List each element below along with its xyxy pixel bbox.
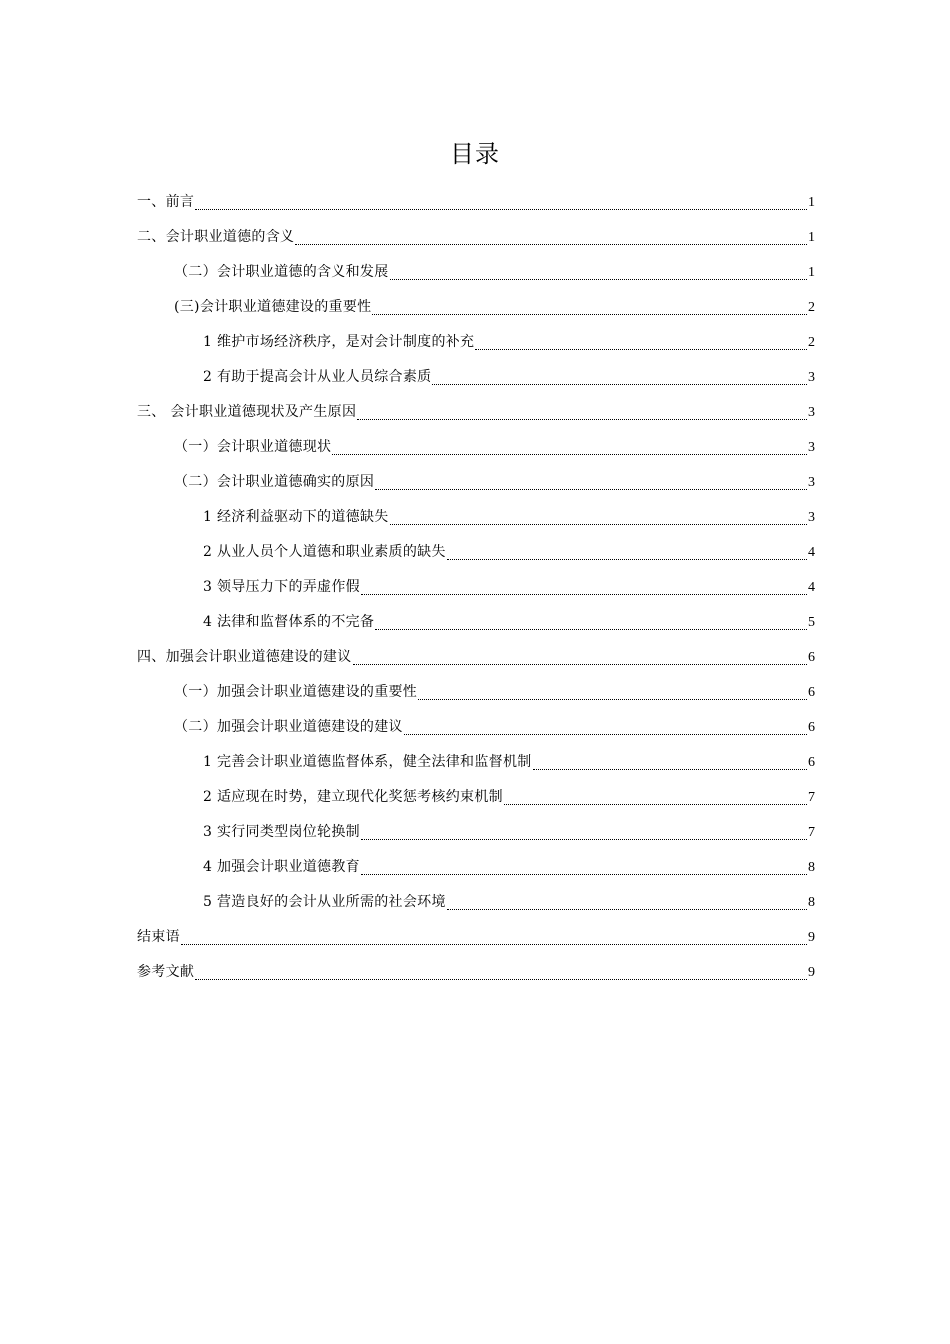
toc-entry-text: （二）会计职业道德确实的原因 — [174, 474, 375, 490]
toc-page-number: 7 — [808, 790, 815, 805]
toc-title: 目录 — [450, 140, 500, 168]
toc-entry[interactable] — [137, 780, 815, 815]
toc-dot-leader — [195, 979, 807, 980]
toc-entry-text: 2 适应现在时势，建立现代化奖惩考核约束机制 — [203, 789, 503, 805]
toc-page-number: 3 — [808, 510, 815, 525]
toc-dot-leader — [418, 699, 807, 700]
toc-dot-leader — [533, 769, 807, 770]
toc-dot-leader — [353, 664, 808, 665]
toc-entry-text: 参考文献 — [137, 964, 195, 980]
toc-page-number: 4 — [808, 545, 815, 560]
toc-entry[interactable] — [137, 920, 815, 955]
toc-entry[interactable] — [137, 395, 815, 430]
toc-dot-leader — [432, 384, 807, 385]
toc-page-number: 6 — [808, 685, 815, 700]
toc-entry[interactable] — [137, 220, 815, 255]
toc-entry[interactable] — [137, 955, 815, 990]
toc-page-number: 8 — [808, 895, 815, 910]
toc-entry[interactable] — [137, 500, 815, 535]
toc-dot-leader — [475, 349, 807, 350]
toc-entry[interactable] — [137, 535, 815, 570]
toc-page-number: 1 — [808, 230, 815, 245]
toc-page-number: 2 — [808, 300, 815, 315]
toc-dot-leader — [447, 909, 807, 910]
toc-dot-leader — [375, 489, 807, 490]
toc-entry-text: 1 完善会计职业道德监督体系，健全法律和监督机制 — [203, 754, 532, 770]
toc-entry[interactable] — [137, 325, 815, 360]
toc-entry[interactable] — [137, 290, 815, 325]
toc-entry-text: （一）会计职业道德现状 — [174, 439, 332, 455]
toc-entry-text: 2 有助于提高会计从业人员综合素质 — [203, 369, 432, 385]
toc-page-number: 5 — [808, 615, 815, 630]
toc-entry[interactable] — [137, 640, 815, 675]
toc-dot-leader — [361, 594, 807, 595]
toc-page-number: 3 — [808, 475, 815, 490]
toc-entry-text: 二、会计职业道德的含义 — [137, 229, 295, 245]
toc-dot-leader — [357, 419, 807, 420]
toc-entry-text: 2 从业人员个人道德和职业素质的缺失 — [203, 544, 446, 560]
toc-page-number: 9 — [808, 965, 815, 980]
toc-entry[interactable] — [137, 605, 815, 640]
toc-dot-leader — [181, 944, 807, 945]
toc-entry-text: 三、 会计职业道德现状及产生原因 — [137, 404, 357, 420]
toc-page-number: 6 — [808, 755, 815, 770]
toc-entry[interactable] — [137, 360, 815, 395]
toc-entry-text: (三)会计职业道德建设的重要性 — [174, 299, 372, 315]
toc-entry-text: 四、加强会计职业道德建设的建议 — [137, 649, 352, 665]
toc-page-number: 3 — [808, 405, 815, 420]
toc-page-number: 7 — [808, 825, 815, 840]
toc-page-number: 8 — [808, 860, 815, 875]
toc-page-number: 3 — [808, 440, 815, 455]
toc-page-number: 1 — [808, 195, 815, 210]
toc-entry[interactable] — [137, 465, 815, 500]
toc-dot-leader — [372, 314, 807, 315]
table-of-contents — [137, 185, 815, 990]
toc-entry[interactable] — [137, 185, 815, 220]
toc-dot-leader — [295, 244, 807, 245]
toc-entry[interactable] — [137, 815, 815, 850]
toc-entry[interactable] — [137, 675, 815, 710]
toc-entry[interactable] — [137, 850, 815, 885]
toc-entry-text: （二）会计职业道德的含义和发展 — [174, 264, 389, 280]
toc-dot-leader — [447, 559, 807, 560]
toc-entry[interactable] — [137, 885, 815, 920]
toc-dot-leader — [390, 524, 807, 525]
toc-entry[interactable] — [137, 710, 815, 745]
toc-dot-leader — [361, 874, 807, 875]
toc-entry-text: 5 营造良好的会计从业所需的社会环境 — [203, 894, 446, 910]
toc-entry[interactable] — [137, 745, 815, 780]
toc-entry-text: 结束语 — [137, 929, 180, 945]
toc-entry-text: （一）加强会计职业道德建设的重要性 — [174, 684, 418, 700]
toc-entry-text: 4 法律和监督体系的不完备 — [203, 614, 375, 630]
toc-dot-leader — [361, 839, 807, 840]
toc-entry-text: 3 实行同类型岗位轮换制 — [203, 824, 360, 840]
toc-dot-leader — [390, 279, 808, 280]
toc-entry-text: 1 维护市场经济秩序，是对会计制度的补充 — [203, 334, 475, 350]
toc-page-number: 9 — [808, 930, 815, 945]
toc-page-number: 1 — [808, 265, 815, 280]
toc-dot-leader — [375, 629, 807, 630]
toc-dot-leader — [504, 804, 807, 805]
toc-entry[interactable] — [137, 255, 815, 290]
toc-page-number: 2 — [808, 335, 815, 350]
toc-page-number: 6 — [808, 650, 815, 665]
toc-entry-text: 3 领导压力下的弄虚作假 — [203, 579, 360, 595]
toc-dot-leader — [332, 454, 807, 455]
toc-page-number: 3 — [808, 370, 815, 385]
toc-entry[interactable] — [137, 570, 815, 605]
toc-page-number: 4 — [808, 580, 815, 595]
toc-entry-text: 4 加强会计职业道德教育 — [203, 859, 360, 875]
toc-entry-text: （二）加强会计职业道德建设的建议 — [174, 719, 403, 735]
toc-entry[interactable] — [137, 430, 815, 465]
toc-entry-text: 1 经济利益驱动下的道德缺失 — [203, 509, 389, 525]
toc-page-number: 6 — [808, 720, 815, 735]
toc-dot-leader — [195, 209, 807, 210]
toc-dot-leader — [404, 734, 807, 735]
toc-entry-text: 一、前言 — [137, 194, 195, 210]
